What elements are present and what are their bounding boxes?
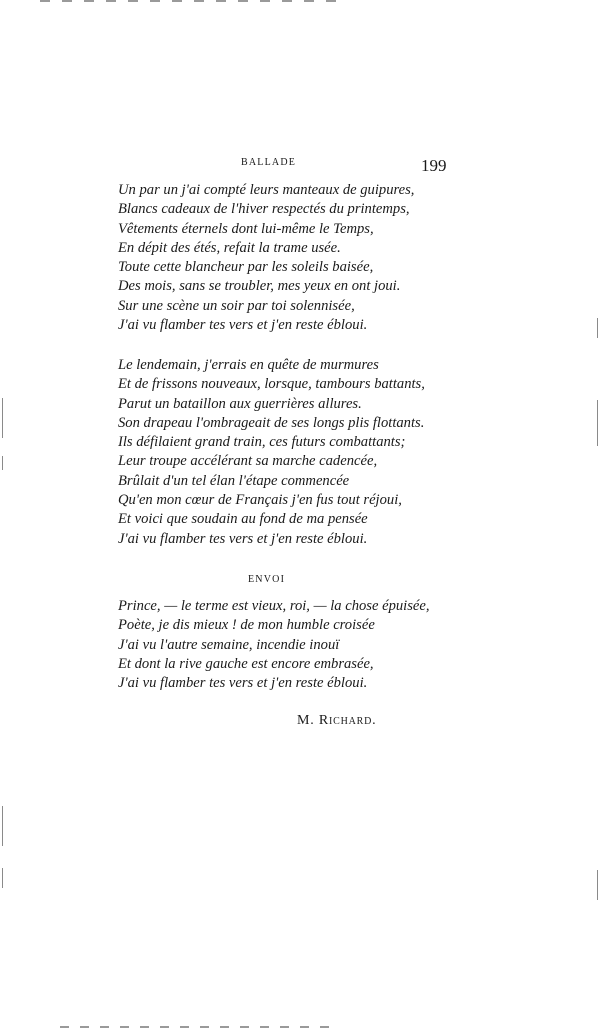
scan-artifact-edge	[2, 398, 3, 438]
verse-line: Et voici que soudain au fond de ma pensée	[118, 511, 368, 528]
verse-line: Vêtements éternels dont lui-même le Temps,	[118, 220, 374, 237]
scan-artifact-edge	[597, 318, 598, 338]
verse-line: Des mois, sans se troubler, mes yeux en ont joui.	[118, 278, 401, 295]
verse-refrain: J'ai vu flamber tes vers et j'en reste ébloui.	[118, 317, 368, 334]
envoi-stanza	[118, 597, 438, 693]
verse-line: Blancs cadeaux de l'hiver respectés du printemps,	[118, 201, 410, 218]
author-signature: M. Richard.	[297, 713, 377, 728]
verse-line: Prince, — le terme est vieux, roi, — la chose épuisée,	[118, 598, 430, 614]
stanza-2	[118, 356, 438, 549]
verse-line: Et de frissons nouveaux, lorsque, tambours battants,	[118, 376, 425, 393]
stanza-1	[118, 181, 438, 335]
verse-line: Poète, je dis mieux ! de mon humble croisée	[118, 617, 375, 634]
envoi-heading: ENVOI	[248, 574, 286, 585]
scan-artifact-edge	[597, 400, 598, 446]
verse-line: Le lendemain, j'errais en quête de murmures	[118, 357, 379, 373]
verse-refrain: J'ai vu flamber tes vers et j'en reste ébloui.	[118, 675, 368, 692]
verse-refrain: J'ai vu flamber tes vers et j'en reste ébloui.	[118, 530, 368, 547]
verse-line: Sur une scène un soir par toi solennisée,	[118, 297, 355, 314]
verse-line: Leur troupe accélérant sa marche cadencée,	[118, 453, 378, 470]
verse-line: Un par un j'ai compté leurs manteaux de guipures,	[118, 182, 415, 198]
scan-artifact-top	[40, 0, 340, 2]
verse-line: J'ai vu l'autre semaine, incendie inouï	[118, 636, 340, 653]
scan-artifact-edge	[2, 868, 3, 888]
verse-line: Son drapeau l'ombrageait de ses longs plis flottants.	[118, 414, 425, 431]
scan-artifact-edge	[2, 456, 3, 470]
verse-line: En dépit des étés, refait la trame usée.	[118, 239, 341, 256]
verse-line: Et dont la rive gauche est encore embrasée,	[118, 655, 374, 672]
verse-line: Brûlait d'un tel élan l'étape commencée	[118, 472, 350, 489]
scan-artifact-bottom	[60, 1026, 340, 1028]
verse-line: Toute cette blancheur par les soleils baisée,	[118, 259, 374, 276]
scan-artifact-edge	[2, 806, 3, 846]
verse-line: Parut un bataillon aux guerrières allures.	[118, 395, 362, 412]
verse-line: Qu'en mon cœur de Français j'en fus tout réjoui,	[118, 492, 402, 509]
running-head: BALLADE	[241, 157, 297, 168]
scan-artifact-edge	[597, 870, 598, 900]
verse-line: Ils défilaient grand train, ces futurs combattants;	[118, 434, 406, 451]
page-number: 199	[421, 156, 447, 175]
